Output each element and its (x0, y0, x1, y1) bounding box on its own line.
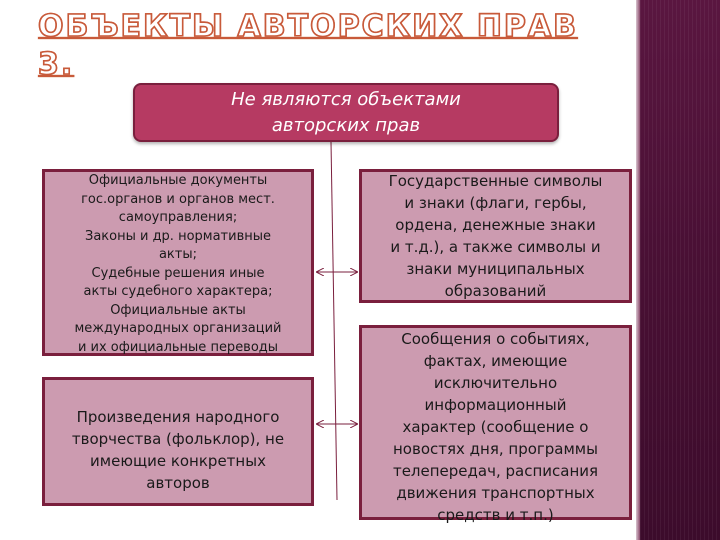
header-text: Не являются объектами авторских прав (231, 88, 461, 136)
box-news-reports (359, 325, 632, 524)
box-folklore-text: Произведения народного творчества (фольклор), не имеющие конкретных авторов (71, 408, 285, 492)
box-news-reports-text: Сообщения о событиях, фактах, имеющие исключительно информационный характер (сообщение о новостях дня, программы телепередач, расписания движения транспортных средств и т.п.) (392, 330, 599, 524)
header-box (133, 83, 559, 142)
slide-title (38, 8, 598, 84)
box-state-symbols (359, 169, 632, 303)
box-official-documents (42, 169, 314, 356)
box-official-documents-text: Официальные документы гос.органов и органов мест. самоуправления; Законы и др. нормативные акты; Судебные решения иные акты судебного характера; Официальные акты международных организаций и их официальные переводы (74, 173, 282, 355)
box-folklore (42, 377, 314, 506)
decorative-sidebar (640, 0, 720, 540)
title-line-1: ОБЪЕКТЫ АВТОРСКИХ ПРАВ (38, 9, 578, 44)
title-line-2: 3. (38, 47, 75, 82)
trunk-line (331, 142, 337, 500)
box-state-symbols-text: Государственные символы и знаки (флаги, гербы, ордена, денежные знаки и т.д.), а также символы и знаки муниципальных образований (388, 172, 603, 300)
